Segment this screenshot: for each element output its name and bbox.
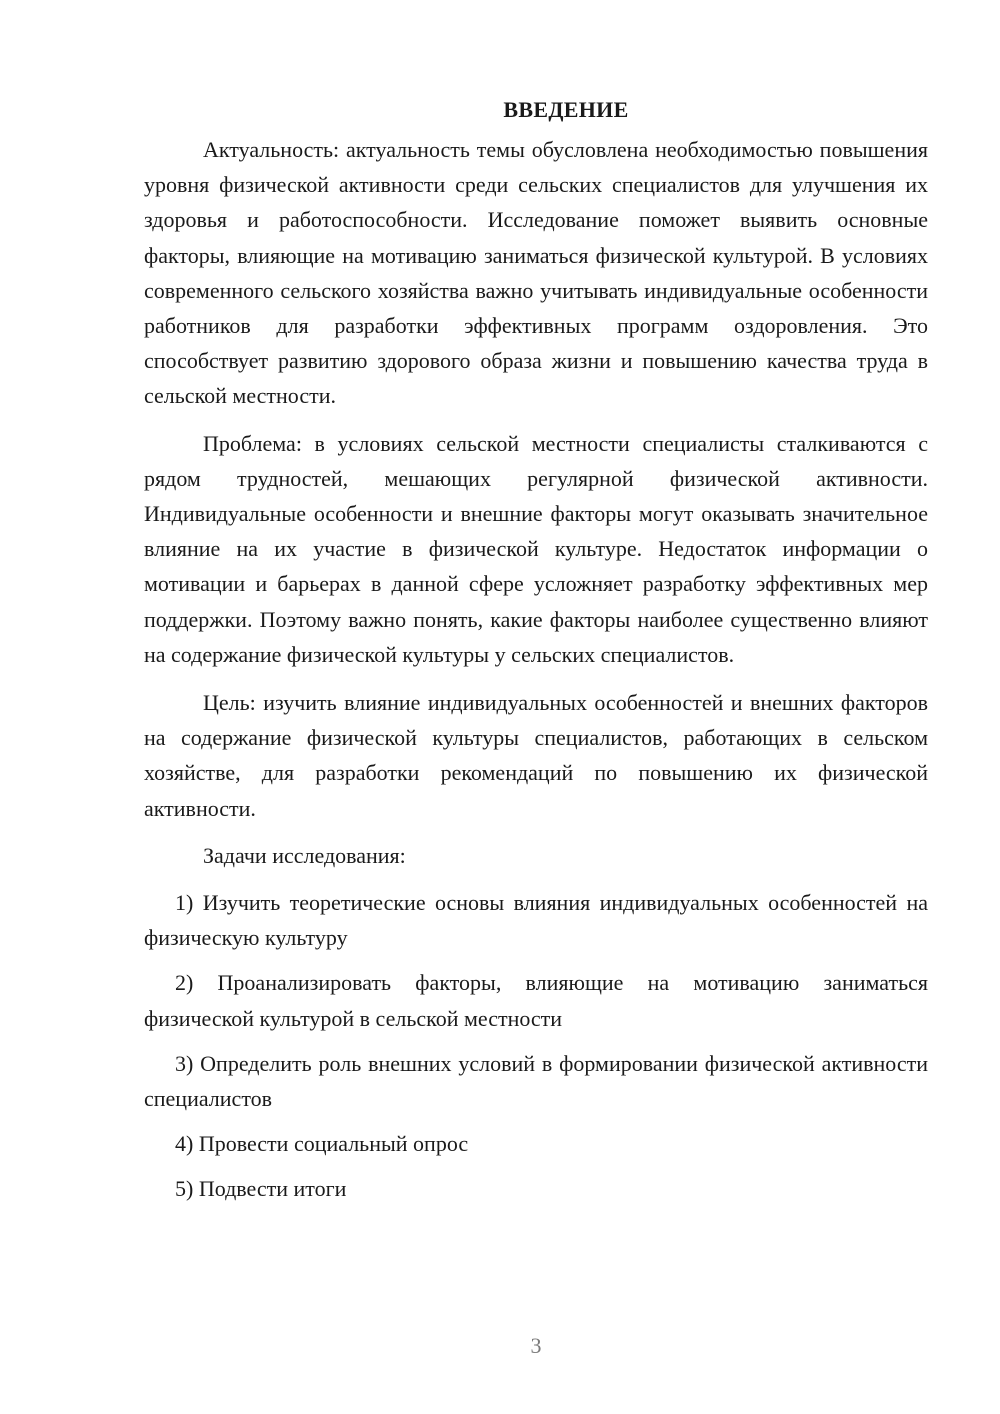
page-content xyxy=(144,92,928,1217)
task-item: 1) Изучить теоретические основы влияния индивидуальных особенностей на физическую культуру xyxy=(144,890,928,951)
problem-paragraph: Проблема: в условиях сельской местности специалисты сталкиваются с рядом трудностей, мешающих регулярной физической активности. Индивидуальные особенности и внешние факторы могут оказывать значительное влияние на их участие в физической культуре. Недостаток информации о мотивации и барьерах в данной сфере усложняет разработку эффективных мер поддержки. Поэтому важно понять, какие факторы наиболее существенно влияют на содержание физической культуры у сельских специалистов. xyxy=(144,430,928,667)
task-item: 5) Подвести итоги xyxy=(175,1176,347,1202)
task-item: 4) Провести социальный опрос xyxy=(175,1131,469,1157)
page-title: ВВЕДЕНИЕ xyxy=(503,97,629,122)
relevance-paragraph: Актуальность: актуальность темы обусловлена необходимостью повышения уровня физической активности среди сельских специалистов для улучшения их здоровья и работоспособности. Исследование поможет выявить основные факторы, влияющие на мотивацию заниматься физической культурой. В условиях современного сельского хозяйства важно учитывать индивидуальные особенности работников для разработки эффективных программ оздоровления. Это способствует развитию здорового образа жизни и повышению качества труда в сельской местности. xyxy=(144,137,928,409)
task-item: 3) Определить роль внешних условий в формировании физической активности специалистов xyxy=(144,1050,928,1112)
page-number: 3 xyxy=(530,1333,542,1358)
task-item: 2) Проанализировать факторы, влияющие на мотивацию заниматься физической культурой в сельской местности xyxy=(144,970,928,1031)
tasks-heading: Задачи исследования: xyxy=(203,842,406,868)
goal-paragraph: Цель: изучить влияние индивидуальных особенностей и внешних факторов на содержание физической культуры специалистов, работающих в сельском хозяйстве, для разработки рекомендаций по повышению их физической активности. xyxy=(144,690,928,821)
